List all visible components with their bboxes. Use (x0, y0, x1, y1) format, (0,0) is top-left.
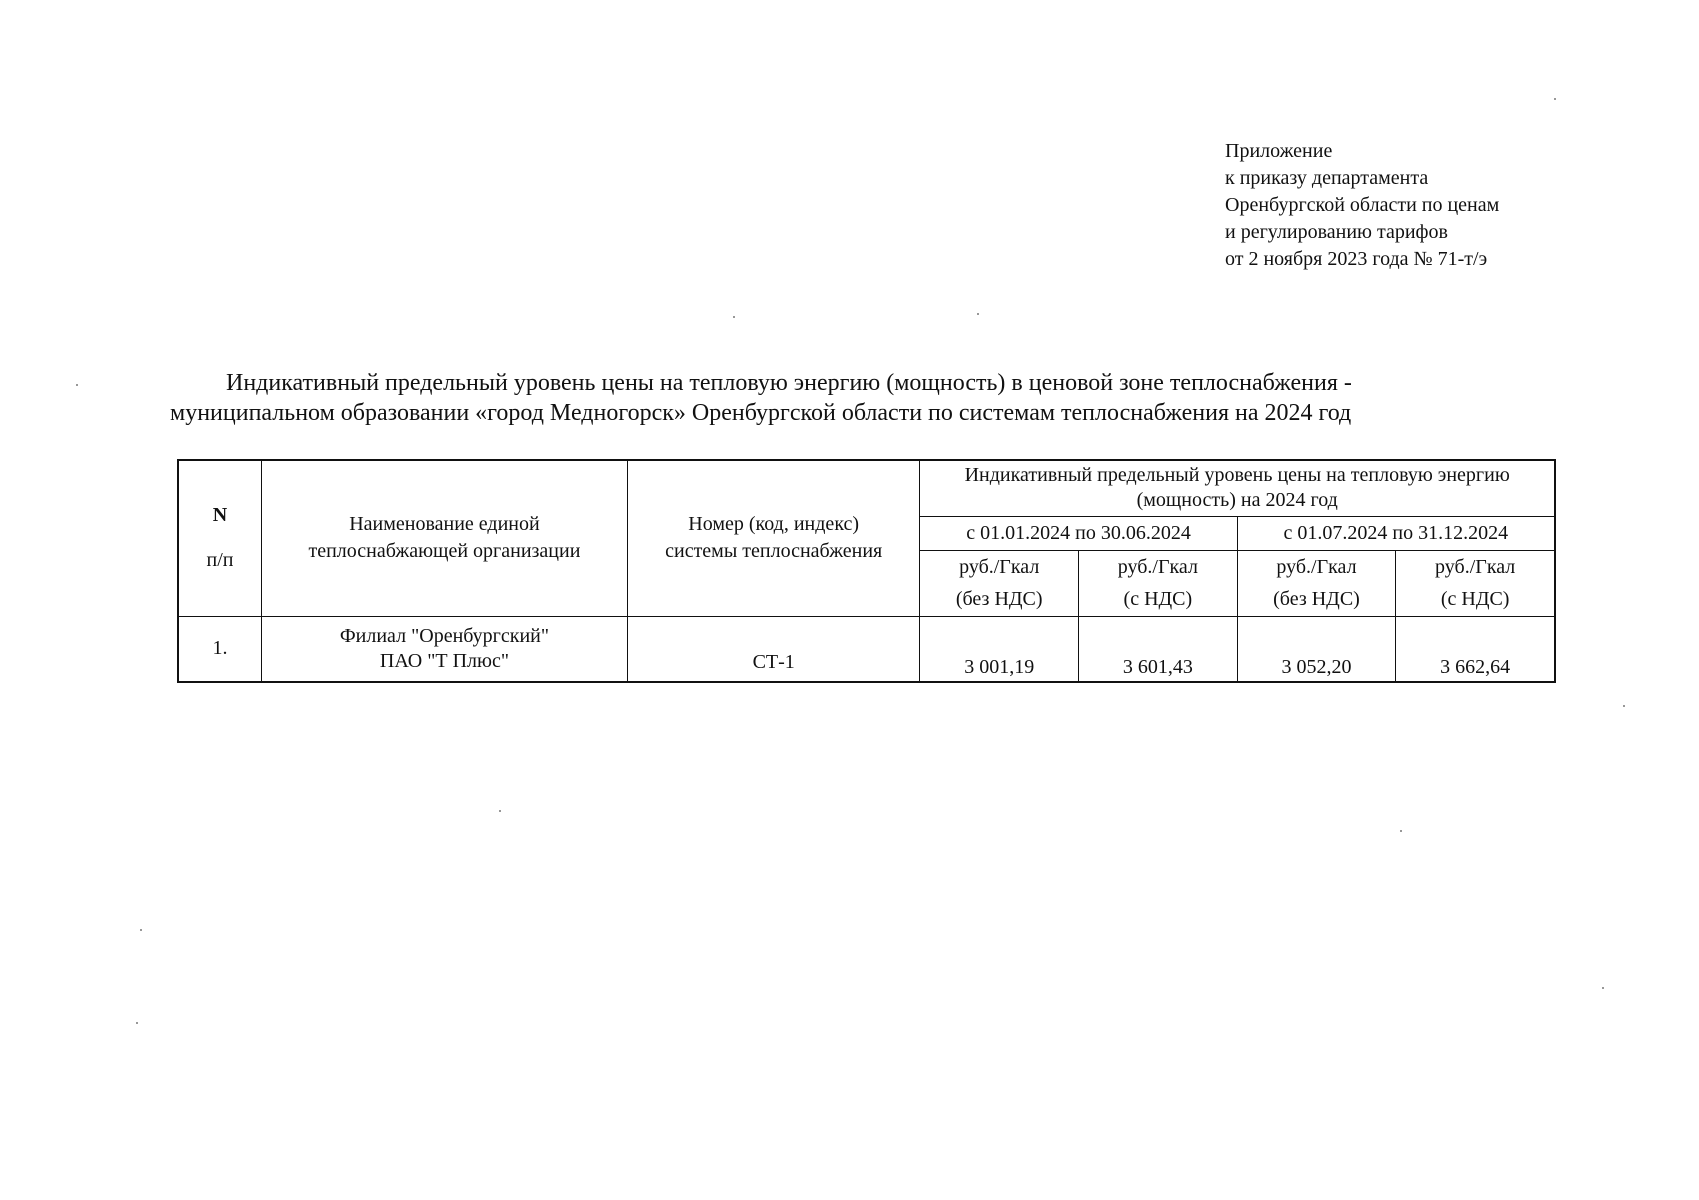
appendix-line: Оренбургской области по ценам (1225, 194, 1500, 216)
header-indicative: Индикативный предельный уровень цены на тепловую энергию (мощность) на 2024 год (920, 460, 1555, 516)
appendix-line: к приказу департамента (1225, 167, 1429, 189)
unit-vat-label: (с НДС) (1440, 588, 1510, 610)
header-period-2: с 01.07.2024 по 31.12.2024 (1237, 516, 1555, 550)
scan-speck (1400, 830, 1402, 832)
unit-vat-label: (без НДС) (1273, 588, 1360, 610)
unit-label: руб./Гкал (1276, 556, 1357, 578)
appendix-block (1225, 138, 1645, 273)
row-org-line-2: ПАО "Т Плюс" (379, 649, 510, 672)
appendix-line: и регулированию тарифов (1225, 221, 1448, 243)
header-num-top: N (212, 504, 228, 527)
appendix-line: от 2 ноября 2023 года № 71-т/э (1225, 248, 1488, 270)
scan-speck (977, 313, 979, 315)
header-period-1: с 01.01.2024 по 30.06.2024 (920, 516, 1237, 550)
row-num: 1. (178, 616, 261, 682)
header-org: Наименование единой теплоснабжающей организации (261, 460, 627, 616)
unit-label: руб./Гкал (1117, 556, 1198, 578)
price-table (177, 459, 1556, 683)
document-title (170, 368, 1560, 428)
scan-speck (733, 316, 735, 318)
row-value: 3 001,19 (920, 616, 1079, 682)
unit-label: руб./Гкал (959, 556, 1040, 578)
unit-vat-label: (с НДС) (1123, 588, 1193, 610)
row-org (261, 616, 627, 682)
header-num-bottom: п/п (206, 549, 234, 572)
appendix-line: Приложение (1225, 140, 1333, 162)
scan-speck (136, 1022, 138, 1024)
header-unit (1079, 550, 1238, 616)
title-line-1: Индикативный предельный уровень цены на тепловую энергию (мощность) в ценовой зоне теплоснабжения - (226, 370, 1352, 396)
unit-label: руб./Гкал (1435, 556, 1516, 578)
header-unit (1396, 550, 1555, 616)
row-value: 3 052,20 (1237, 616, 1396, 682)
header-unit (920, 550, 1079, 616)
scan-speck (499, 810, 501, 812)
header-unit (1237, 550, 1396, 616)
header-num (178, 460, 261, 616)
scan-speck (140, 929, 142, 931)
row-org-line-1: Филиал "Оренбургский" (339, 624, 550, 647)
header-row (178, 460, 1555, 516)
title-line-2: муниципальном образовании «город Медногорск» Оренбургской области по системам теплоснабжения на 2024 год (170, 400, 1352, 426)
scan-speck (1602, 987, 1604, 989)
scan-speck (1554, 98, 1556, 100)
scan-speck (1623, 705, 1625, 707)
scan-speck (76, 384, 78, 386)
row-value: 3 601,43 (1079, 616, 1238, 682)
table-row (178, 616, 1555, 682)
row-system: СТ-1 (627, 616, 919, 682)
unit-vat-label: (без НДС) (955, 588, 1043, 610)
row-value: 3 662,64 (1396, 616, 1555, 682)
header-system: Номер (код, индекс) системы теплоснабжения (627, 460, 919, 616)
